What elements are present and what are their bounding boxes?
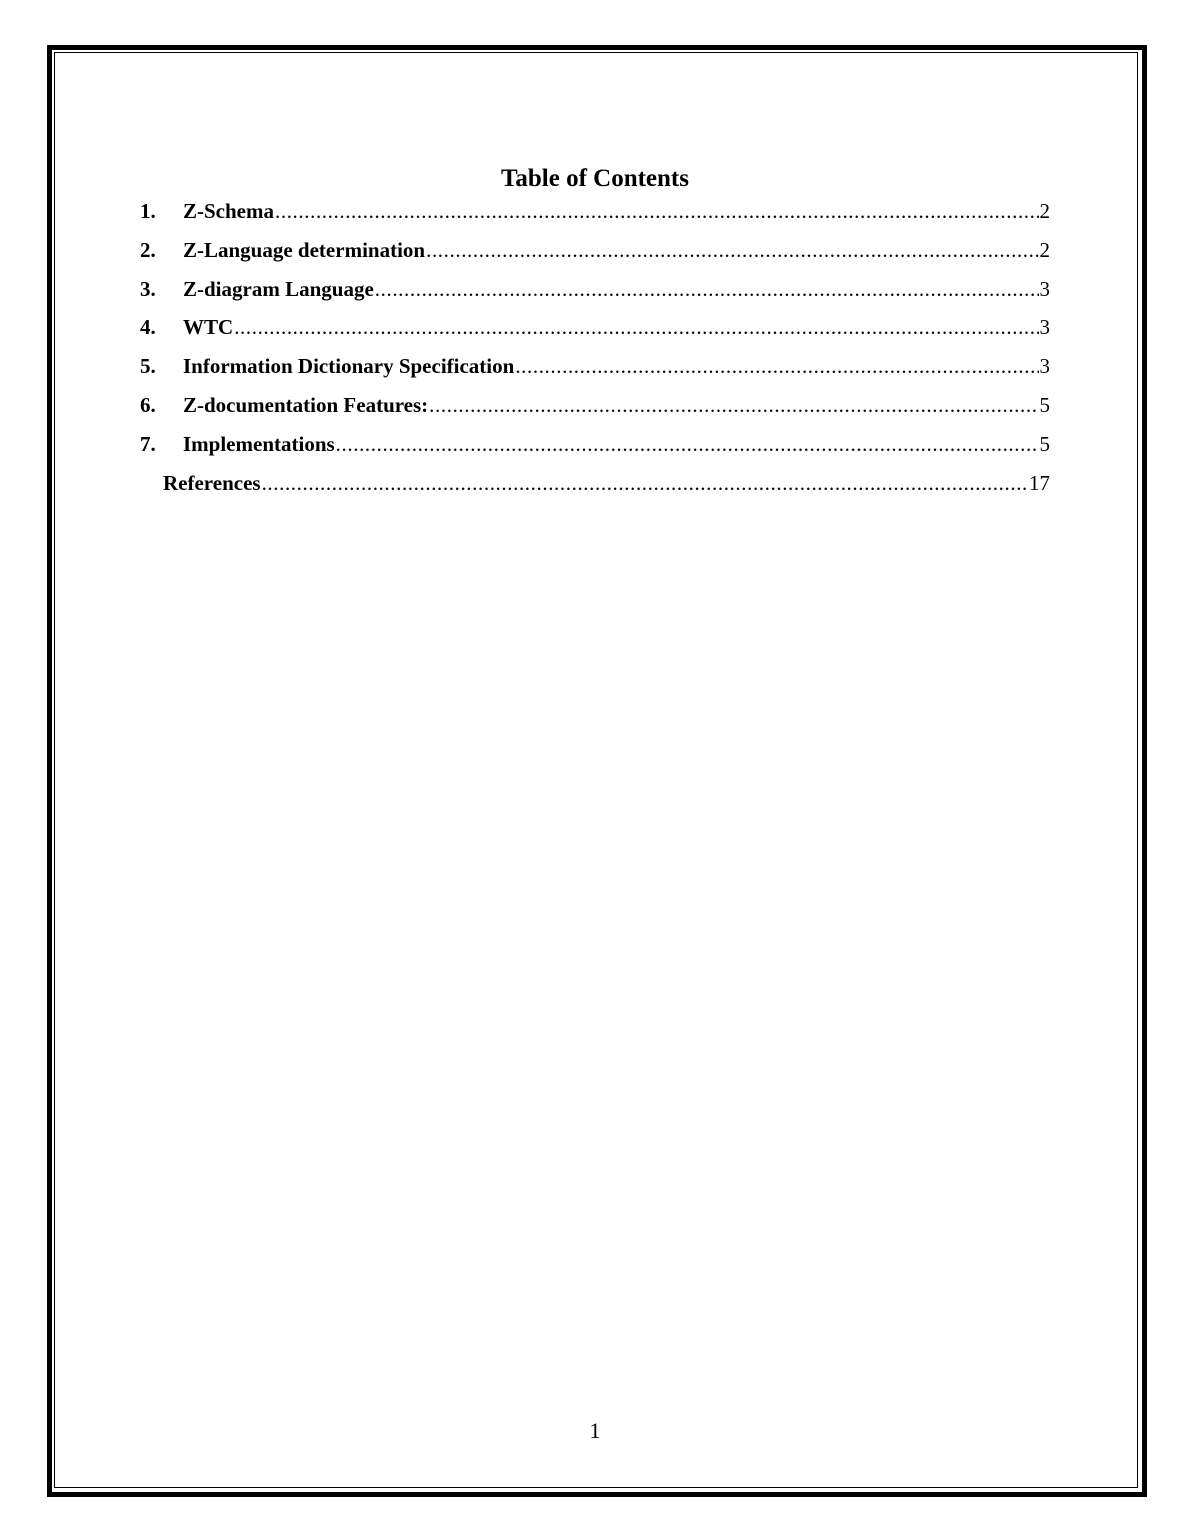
toc-dot-leader (515, 352, 1038, 380)
toc-entry-wtc[interactable] (140, 313, 1050, 352)
toc-dot-leader (426, 236, 1038, 264)
toc-entry-page: 17 (1029, 470, 1050, 495)
toc-entry-label[interactable]: Information Dictionary Specification (183, 354, 515, 379)
toc-entry-information-dictionary-specification[interactable] (140, 352, 1050, 391)
toc-entry-page: 3 (1039, 354, 1050, 379)
toc-entry-references[interactable] (140, 469, 1050, 508)
toc-entry-number: 5. (140, 354, 156, 379)
toc-entry-page: 5 (1039, 392, 1050, 417)
toc-entry-number: 4. (140, 315, 156, 340)
toc-entry-page: 3 (1039, 276, 1050, 301)
toc-entry-label[interactable]: Z-Schema (183, 199, 274, 223)
toc-entry-number: 3. (140, 276, 156, 301)
toc-entry-number: 2. (140, 237, 156, 262)
toc-dot-leader (234, 313, 1038, 341)
toc-title: Table of Contents (501, 165, 689, 192)
toc-entry-label[interactable]: WTC (183, 315, 234, 340)
toc-entry-number: 6. (140, 392, 156, 417)
toc-entry-number: 1. (140, 199, 156, 223)
toc-dot-leader (275, 197, 1039, 225)
toc-entry-page: 2 (1039, 199, 1050, 223)
toc-entry-implementations[interactable] (140, 430, 1050, 469)
toc-dot-leader (336, 430, 1039, 458)
toc-entry-z-schema[interactable] (140, 197, 1050, 236)
toc-entry-label[interactable]: Z-documentation Features: (183, 392, 429, 417)
toc-entry-z-documentation-features[interactable] (140, 391, 1050, 430)
toc-entry-label[interactable]: Implementations (183, 431, 335, 456)
toc-list (140, 197, 1050, 507)
toc-entry-number: 7. (140, 431, 156, 456)
toc-entry-label[interactable]: Z-diagram Language (183, 276, 374, 301)
toc-entry-page: 3 (1039, 315, 1050, 340)
toc-entry-z-diagram-language[interactable] (140, 275, 1050, 314)
toc-entry-label[interactable]: Z-Language determination (183, 237, 426, 262)
toc-dot-leader (429, 391, 1038, 419)
toc-entry-page: 5 (1039, 431, 1050, 456)
toc-dot-leader (262, 469, 1028, 497)
toc-entry-label[interactable]: References (163, 470, 261, 495)
toc-dot-leader (375, 275, 1039, 303)
toc-entry-z-language-determination[interactable] (140, 236, 1050, 275)
page-number: 1 (589, 1418, 601, 1443)
toc-entry-page: 2 (1039, 237, 1050, 262)
